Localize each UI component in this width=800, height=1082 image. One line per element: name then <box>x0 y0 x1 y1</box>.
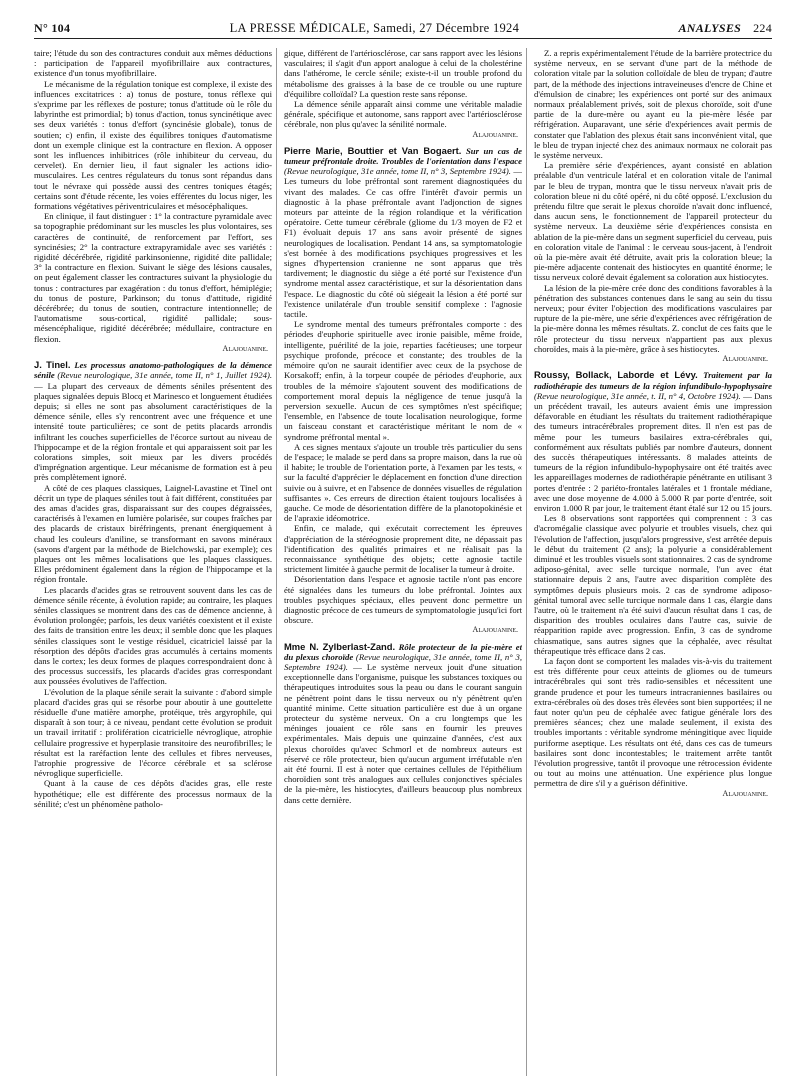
column-3 <box>534 48 772 1078</box>
column-divider <box>276 48 277 1076</box>
signature: Alajouanine. <box>472 625 518 635</box>
article-heading <box>284 642 522 805</box>
article-heading <box>34 360 272 482</box>
article-title: Traitement par la radiothérapie des tumeurs de la région infundibulo-hypophysaire <box>534 370 772 391</box>
paragraph: — Dans un précédent travail, les auteurs avaient émis une impression défavorable en étudiant les résultats du traitement radiothérapique des tumeurs intracérébrales proprement dites. Il n'en est pas de même pour les tumeurs basilaires extra-cérébrales qui, conformément aux résultats publiés par nombre d'auteurs, donnent des succès thérapeutiques intéressants. 8 malades atteints de tumeurs de la région infundibulo-hypophysaire ont été traités avec les appareillages modernes de radiothérapie pénétrante en utilisant 3 portes d'entrée : 2 pariéto-frontales latérales et 1 frontale médiane, avec une dose moyenne de 4.000 à 5.000 R par porte d'entrée, soit environ 1.000 R par jour, le traitement étant étalé sur 12 ou 15 jours. <box>534 390 772 513</box>
page-number: 224 <box>753 20 772 35</box>
paragraph: A côté de ces plaques classiques, Laignel-Lavastine et Tinel ont décrit un type de plaques séniles tout à fait différent, constituées par des amas d'acides gras, disparaissant sur des coupes dégraissées, caractérisés à l'examen en lumière polarisée, sur coupes fraîches par des placards de cristaux biréfringents, prenant énergiquement à chaud les couleurs d'aniline, se transformant en savons minéraux (savons d'argent par la méthode de Bielchowski, par exemple); ces plaques ont les mêmes localisations que les plaques classiques. Elles prédominent également dans la région de l'hippocampe et la région frontale. <box>34 482 272 585</box>
article-author: Pierre Marie, Bouttier et Van Bogaert. <box>284 144 462 156</box>
paragraph: Quant à la cause de ces dépôts d'acides gras, elle reste hypothétique; elle est différente des processus normaux de la sénilité; c'est un phénomène patholo- <box>34 778 272 809</box>
paragraph: En clinique, il faut distinguer : 1° la contracture pyramidale avec sa topographie prédominant sur les muscles les plus volontaires, ses caractères de continuité, de renforcement par l'effort, ses syncinésies; 2° la contracture extrapyramidale avec ses variétés : rigidité décérébrée, rigidité parkinsonienne, rigidité dite pallidale; 3° la contracture en flexion. Suivant le siège des lésions causales, on peut également classer les contractures suivant la physiologie du tonus : contractures par exagération : du tonus d'effort, hémiplégie; du tonus de posture, Parkinson; du tonus d'attitude, rigidité décérébrée; du tonus de soutien, contracture intentionnelle; de l'automatisme sous-cortical, rigidité pallidale; sous-mésencéphalique, rigidité décérébrée; médullaire, contracture en flexion. <box>34 211 272 344</box>
article-source: (Revue neurologique, 31e année, t. II, n° 4, Octobre 1924). <box>534 390 741 401</box>
article-source: (Revue neurologique, 31e année, tome II, n° 1, Juillet 1924). <box>57 370 272 381</box>
paragraph: — La plupart des cerveaux de déments séniles présentent des plaques signalées depuis Blocq et Marinesco et longuement étudiées depuis; si elles ne sont pas absolument caractéristiques de la démence sénile, elles s'y rencontrent avec une fréquence et une intensité toute particulières; ce sont de petits placards arrondis infiltrant les couches superficielles de l'écorce surtout au niveau de l'hippocampe et de la région frontale et qui apparaissent soit par les colorations simples, soit mieux par les divers procédés d'imprégnation argentique. Leur mécanisme de formation est à peu près complètement ignoré. <box>34 380 272 483</box>
column-1 <box>34 48 272 1078</box>
paragraph: gique, différent de l'artériosclérose, car sans rapport avec les lésions vasculaires; il s'agit d'un apport analogue à celui de la cholestérine dans l'athérome, le cercle sénile; existe-t-il un trouble profond du métabolisme des graisses à la base de ce trouble ou une rupture d'équilibre colloïdal? La question reste sans réponse. <box>284 48 522 99</box>
article-heading <box>284 146 522 319</box>
article-author: Roussy, Bollack, Laborde et Lévy. <box>534 369 698 381</box>
paragraph: La lésion de la pie-mère crée donc des conditions favorables à la pénétration des substances contenues dans le sang au sein du tissu nerveux; pour éviter l'objection des modifications vasculaires par rupture de la pie-mère, une série d'expériences avec réfrigération de la pie-mère donna les mêmes résultats. Z. conclut de ces faits que le rôle protecteur du tissu nerveux n'appartient pas aux plexus choroïdes, mais à la pie-mère, grâce à ses histiocytes. <box>534 282 772 354</box>
column-2 <box>284 48 522 1078</box>
paragraph: La façon dont se comportent les malades vis-à-vis du traitement est très différente pour ceux atteints de gliomes ou de tumeurs intracérébrales qui sont très radio-sensibles et nécessitent une grande prudence et pour les tumeurs intracraniennes basilaires ou extra-cérébrales où des doses très élevées sont bien supportées; il ne faut noter qu'un peu de céphalée avec fatigue générale lors des premières séances; chez une malade seulement, il exista des troubles importants : véritable syndrome méningitique avec liquide puriforme aseptique. Les résultats ont été, dans ces cas de tumeurs basilaires sont donc incontestables; le traitement arrête tantôt l'évolution progressive, tantôt il provoque une rétrocession évidente ou tout au moins une atténuation. Une expérience plus longue permettra de dire s'il y a guérison définitive. <box>534 655 772 789</box>
paragraph: Z. a repris expérimentalement l'étude de la barrière protectrice du système nerveux, en se servant d'une part de la méthode de coloration vitale par la solution colloïdale de bleu de trypan; d'autre part, de la méthode des injections intraveineuses d'encre de Chine et d'émulsion de cinabre; les expériences ont porté sur des animaux normaux préalablement privés, soit de plexus choroïde, soit d'une partie de la dure-mère ou ayant eu la pie-mère lésée par réfrigération. Auparavant, une série d'expériences avait permis de constater que l'ablation des plexus était sans inconvénient vital, que le bleu de trypan injecté chez des animaux normaux ne colorait pas le système nerveux. <box>534 48 772 161</box>
section-title <box>678 21 772 36</box>
paragraph: taire; l'étude du son des contractures conduit aux mêmes déductions : participation de l'appareil myofibrillaire aux contractures, existence d'un tonus myofibrillaire. <box>34 48 272 79</box>
article-title: Les processus anatomo-pathologiques de la démence sénile <box>34 360 272 381</box>
section-label: ANALYSES <box>678 20 742 35</box>
paragraph: Le syndrome mental des tumeurs préfrontales comporte : des périodes d'euphorie spirituelle avec ironie paisible, même froide, intelligente, puérilité de la joie, reparties facétieuses; une torpeur psychique profonde, précoce et constante; des troubles de la mémoire qu'on ne saurait identifier avec ceux de la psychose de Korsakoff; enfin, à la torpeur coupée de périodes d'euphorie, aux troubles de la mémoire s'ajoutent souvent des modifications de comportement moral depuis la négligence de tenue jusqu'à la perversion sexuelle. Aucun de ces symptômes n'est spécifique; l'ensemble, en l'absence de toute localisation neurologique, forme un faisceau constant et caractéristique méritant le nom de « syndrome préfrontal mental ». <box>284 319 522 442</box>
column-divider <box>526 48 527 1076</box>
article-source: (Revue neurologique, 31e année, tome II, n° 3, Septembre 1924). <box>284 651 522 672</box>
signature: Alajouanine. <box>472 129 518 139</box>
paragraph: — Les tumeurs du lobe préfrontal sont rarement diagnostiquées du vivant des malades. Ce cas offre l'intérêt d'avoir permis un diagnostic à la phase préfrontale avant l'adjonction de signes moteurs par atteinte de la région rolandique et la vérification opératoire. Cette tumeur cérébrale (gliome du 1/3 moyen de F2 et F1) évoluait depuis 17 ans sans avoir présenté de signes neurologiques de localisation. Pendant 14 ans, sa symptomatologie s'est bornée à des modifications psychiques progressives et les signes d'hypertension cranienne ne sont apparus que très tardivement; le diagnostic du siège a été porté sur l'existence d'un syndrome mental assez caractéristique, et sur la désorientation dans l'espace. Le diagnostic du côté où siégeait la lésion a été porté sur l'existence unilatérale d'un trouble sensitif complexe : l'agnosie tactile. <box>284 166 522 320</box>
paragraph: A ces signes mentaux s'ajoute un trouble très particulier du sens de l'espace; le malade se perd dans sa propre maison, dans la rue où il habite; le trouble de l'orientation porte, à l'examen par les tests, « sur la faculté d'apprécier le déplacement en fonction d'une direction suivie ou à suivre, et en l'absence de données visuelles de régulation suffisantes ». Ces erreurs de direction étaient toujours localisées à gauche. Ce mode de désorientation diffère de la planotopokinésie et de l'apraxie idéomotrice. <box>284 441 522 524</box>
article-heading <box>534 370 772 513</box>
paragraph: L'évolution de la plaque sénile serait la suivante : d'abord simple placard d'acides gras qui se résorbe pour aboutir à une gouttelette résiduelle d'une matière amorphe, protéique, très argyrophile, qui disparaît à son tour; à ce niveau, pendant cette évolution se produit un travail irritatif : prolifération cicatricielle névroglique, atrophie cellulaire progressive et hyperplasie transitoire des neurofibrilles; le résultat est la raréfaction lente des cellules et fibres nerveuses, l'atrophie progressive de l'écorce cérébrale et sa sclérose névroglique superficielle. <box>34 686 272 779</box>
paragraph: La première série d'expériences, ayant consisté en ablation préalable d'un ventricule latéral et en coloration vitale de l'animal par le bleu de trypan, montra que le tissu nerveux n'avait pris de coloration bleue ni du côté opéré, ni du côté opposé. L'exclusion du prétendu filtre que serait le plexus choroïde n'avait donc influencé, dans aucun sens, le fonctionnement de l'appareil protecteur du système nerveux. La deuxième série d'expériences consista en ablation de la pie-mère dans un segment superficiel du cerveau, puis en coloration vitale de l'animal : le cerveau sous-jacent, à l'endroit où la pie-mère avait été détruite, avait pris la coloration bleue; la pie-mère adjacente contenait des histiocytes en quantité énorme; le tissu nerveux coloré devait également sa coloration aux histiocytes. <box>534 160 772 283</box>
paragraph: Le mécanisme de la régulation tonique est complexe, il existe des influences excitatrices : a) tonus de posture, tonus réflexe qui s'exprime par les réflexes de posture; tonus d'attitude où le rôle du labyrinthe est primordial; b) tonus d'action, tonus syncinétique avec ses deux variétés : tonus d'effort (syncinésie globale), tonus de soutien; c) enfin, il existe des équilibres toniques d'automatisme dont un exemple clinique est la contracture en flexion. A opposer sont les influences inhibitrices (rôle inhibiteur du cerveau, du cervelet). En dernier lieu, il faut signaler les actions idio-musculaires. Les centres régulateurs du tonus sont répandus dans tout le névraxe qui possède aussi des centres toniques étagés; certains sont d'étude récente, les voies efférentes du locus niger, les formations végétatives périventriculaires et mésocéphaliques. <box>34 78 272 212</box>
article-author: J. Tinel. <box>34 359 71 371</box>
article-author: Mme N. Zylberlast-Zand. <box>284 640 396 652</box>
article-title: Sur un cas de tumeur préfrontale droite. Troubles de l'orientation dans l'espace <box>284 145 522 167</box>
paragraph: Les 8 observations sont rapportées qui comprennent : 3 cas d'acromégalie classique avec polyurie et troubles visuels, chez qui l'évolution de l'affection, jusqu'alors progressive, s'est arrêtée depuis le début du traitement (2 ans); la polyurie a considérablement diminué et les troubles visuels sont stationnaires. 2 cas de syndrome adiposo-génital, avec selle turcique normale, l'un avec état stationnaire depuis 2 ans, l'autre avec disparition complète des symptômes depuis plusieurs mois. 2 cas de syndrome adiposo-génital tumoral avec selle turcique normale dans 1 cas, élargie dans l'autre, où le traitement n'a été suivi d'aucun résultat dans 1 cas, de disparition des troubles oculaires dans l'autre cas, suivie de réapparition rapide avec progression. Enfin, 3 cas de syndrome chiasmatique, sans autres signes que la céphalée, avec résultat thérapeutique très efficace dans 2 cas. <box>534 513 772 656</box>
signature: Alajouanine. <box>722 354 768 364</box>
page-header <box>34 18 772 39</box>
signature: Alajouanine. <box>722 788 768 798</box>
paragraph: Enfin, ce malade, qui exécutait correctement les épreuves d'appréciation de la stéréognosie proprement dite, ne dépassait pas l'identification des qualités primaires et ne réalisait pas la reconnaissance synthétique des objets; cette agnosie tactile strictement limitée à gauche permit de localiser la tumeur à droite. <box>284 523 522 575</box>
paragraph: — Le système nerveux jouit d'une situation exceptionnelle dans l'organisme, puisque les substances toxiques ou thérapeutiques introduites sous la peau ou dans le courant sanguin ne pénètrent point dans le tissu nerveux ou n'y pénètrent qu'en quantité minime. Cette situation particulière est due à un organe protecteur du système nerveux. On a cru longtemps que les méninges jouaient ce rôle sans en fournir les preuves expérimentales. Mais depuis une quinzaine d'années, c'est aux plexus choroïdes qu'avec Schmorl et de nombreux auteurs est réservé ce rôle protecteur, bien qu'aucun argument irréfutable n'en ait été fourni. Il est à noter que certaines cellules de l'épithélium choroïdien sont très analogues aux cellules conjonctives spéciales de la pie-mère, les histiocytes, d'ailleurs beaucoup plus nombreux dans cette dernière. <box>284 661 522 805</box>
paragraph: La démence sénile apparaît ainsi comme une véritable maladie générale, spécifique et autonome, sans rapport avec l'artériosclérose cérébrale, non plus qu'avec la sénilité normale. <box>284 99 522 130</box>
article-title: Rôle protecteur de la pie-mère et du plexus choroïde <box>284 641 522 662</box>
journal-title: LA PRESSE MÉDICALE, Samedi, 27 Décembre 1924 <box>229 20 520 35</box>
signature: Alajouanine. <box>222 343 268 353</box>
paragraph: Désorientation dans l'espace et agnosie tactile n'ont pas encore été signalées dans les tumeurs du lobe préfrontal. Jointes aux troubles psychiques spéciaux, elles peuvent donc permettre un diagnostic précoce de ces tumeurs de symptomatologie jusqu'ici fort obscure. <box>284 574 522 626</box>
paragraph: Les placards d'acides gras se retrouvent souvent dans les cas de démence sénile récente, à évolution rapide; au contraire, les plaques séniles classiques se montrent dans des cas de démence ancienne, à évolution prolongée; parfois, les deux variétés coexistent et il existe des faits de transition entre les deux; il semble donc que les plaques séniles classiques sont le vestige résiduel, cicatriciel laissé par la résorption des dépôts d'acides gras accumulés à certains moments dans le cortex; les deux formes de plaques correspondraient donc à des processus successifs, les placards d'acides gras correspondant aux poussées évolutives de l'affection. <box>34 584 272 687</box>
article-source: (Revue neurologique, 31e année, tome II, n° 3, Septembre 1924). <box>284 166 511 177</box>
issue-number: N° 104 <box>34 20 71 35</box>
